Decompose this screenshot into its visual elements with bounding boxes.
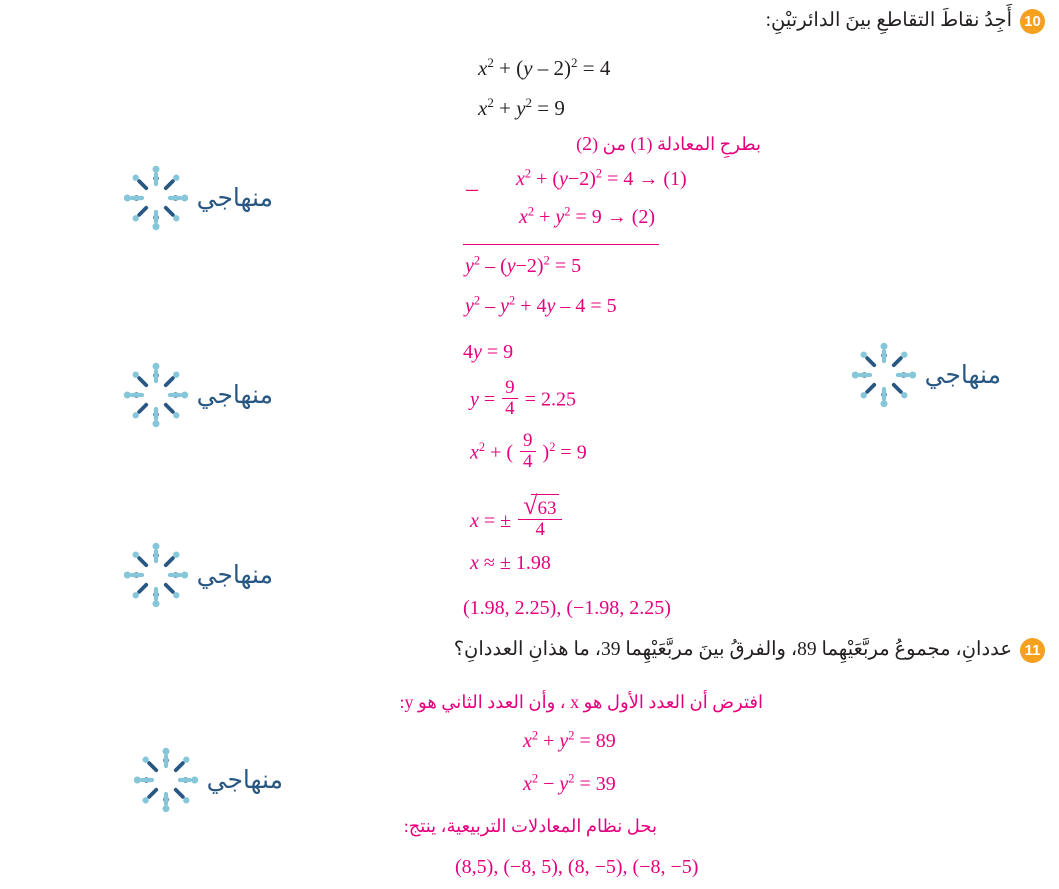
step-eq-1: $x^2 + (y-2)^2 = 4 \to (1)$ [516, 166, 687, 190]
manhaji-logo-icon [121, 540, 191, 610]
manhaji-logo-icon [131, 745, 201, 815]
problem-11-equation-2: $x^2 - y^2 = 39$ [523, 771, 616, 795]
problem-11-prompt: عددانِ، مجموعُ مربَّعَيْهِما 89، والفرقُ بينَ مربَّعَيْهِما 39، ما هذانِ العددانِ؟ [453, 639, 1012, 660]
problem-11-solve-note: بحل نظام المعادلات التربيعية، ينتج: [403, 816, 657, 836]
subtraction-rule [463, 244, 659, 245]
watermark-2 [121, 360, 273, 430]
radical-icon: √ 63 [521, 492, 559, 519]
watermark-4 [121, 540, 273, 610]
watermark-5 [131, 745, 283, 815]
fraction-denominator: 4 [502, 398, 518, 419]
problem-10-prompt: أَجِدُ نقاطَ التقاطعِ بينَ الدائرتيْنِ: [765, 10, 1012, 31]
watermark-label: منهاجي [196, 184, 273, 212]
watermark-label: منهاجي [206, 766, 283, 794]
watermark-label: منهاجي [196, 561, 273, 589]
fraction-numerator: 9 [505, 377, 515, 398]
manhaji-logo-icon [121, 163, 191, 233]
manhaji-logo-icon [849, 340, 919, 410]
step-eq-6: y = $\frac{9}{4}$ = 2.25 [470, 377, 576, 419]
sqrt-63 [518, 492, 562, 519]
step-eq-5: 4y = 9 [463, 341, 514, 363]
manhaji-logo-icon [121, 360, 191, 430]
given-equation-2: $x^2 + y^2 = 9$ [478, 95, 565, 120]
watermark-label: منهاجي [924, 361, 1001, 389]
radicand: 63 [537, 498, 557, 519]
problem-10-answer: (1.98, 2.25), (−1.98, 2.25) [463, 597, 671, 619]
step-eq-4: $y^2 - y^2 + 4y - 4 = 5$ [465, 293, 617, 317]
step-eq-2: $x^2 + y^2 = 9 \to (2)$ [519, 204, 656, 228]
step-eq-3: $y^2 - (y-2)^2 = 5$ [465, 253, 582, 277]
problem-11-answer: (8,5), (−8, 5), (8, −5), (−8, −5) [455, 856, 699, 878]
step-eq-8: x = ± √ 63 4 [470, 492, 564, 540]
given-equation-1: $x^2 + (y - 2)^2 = 4$ [478, 55, 611, 80]
problem-number-badge: 10 [1020, 9, 1045, 34]
step-eq-9: x ≈ ± 1.98 [470, 552, 551, 574]
problem-11-header [454, 637, 1045, 663]
problem-11-equation-1: $x^2 + y^2 = 89$ [523, 728, 616, 752]
minus-operator: – [466, 176, 478, 202]
fraction-nine-fourths [502, 378, 518, 419]
watermark-label: منهاجي [196, 381, 273, 409]
problem-10-header [766, 8, 1045, 34]
problem-number-badge: 11 [1020, 638, 1045, 663]
watermark-1 [121, 163, 273, 233]
subtraction-note: بطرحِ المعادلة (1) من (2) [576, 133, 761, 155]
fraction-denominator: 4 [518, 519, 562, 540]
fraction-sqrt63-over-4 [518, 492, 562, 540]
problem-11-assume-note: افترض أن العدد الأول هو x ، وأن العدد الثاني هو y: [399, 692, 763, 712]
fraction-nine-fourths-2 [520, 431, 536, 472]
step-eq-7: $x^2$ + ( $\frac{9}{4}$ )$^2$ = 9 [470, 430, 587, 472]
fraction-numerator: 9 [523, 430, 533, 451]
fraction-denominator: 4 [520, 451, 536, 472]
watermark-3 [849, 340, 1001, 410]
